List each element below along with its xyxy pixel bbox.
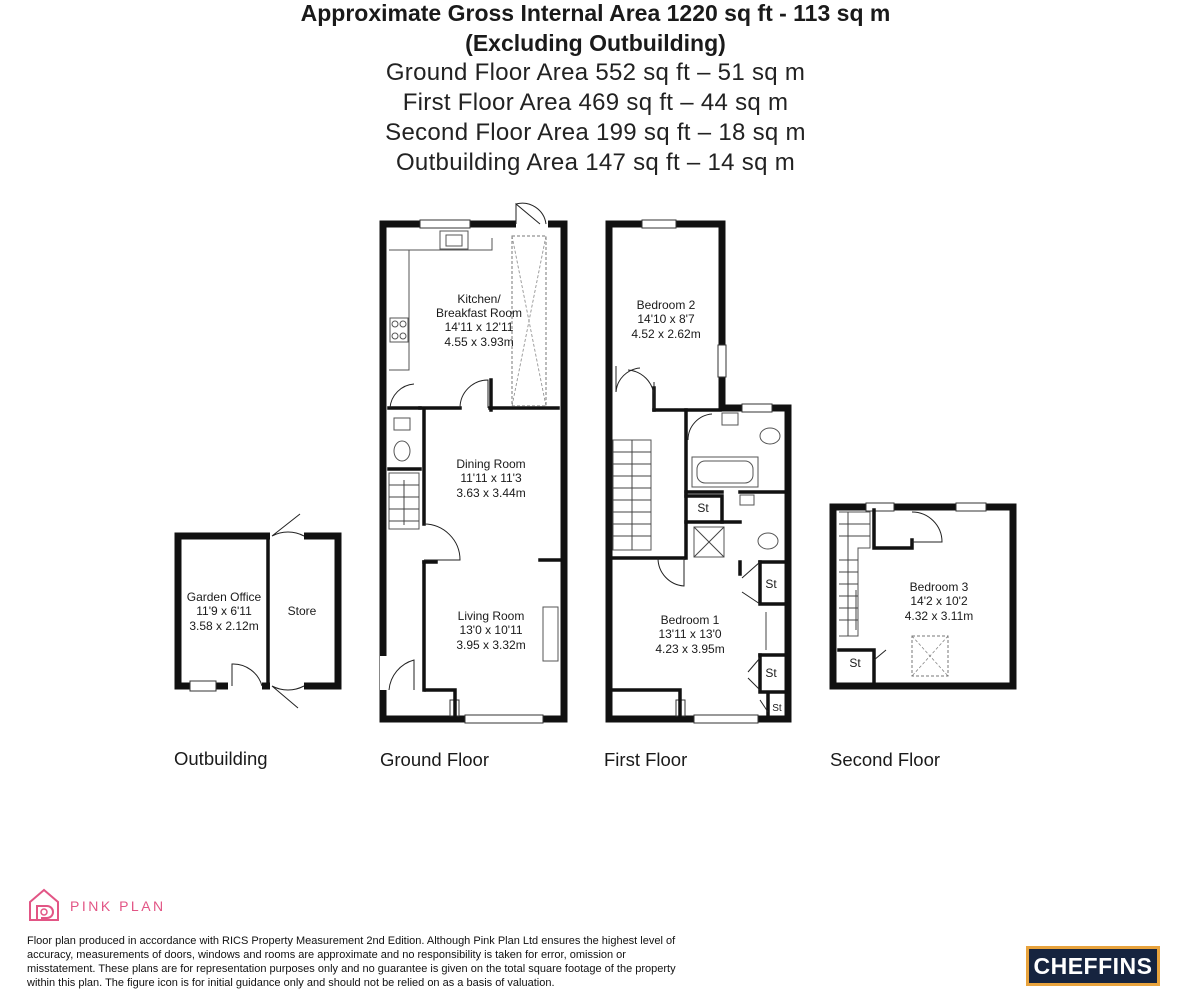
bedroom3-window	[956, 503, 986, 511]
ground-floor-plan	[380, 203, 564, 723]
bedroom3-imperial: 14'2 x 10'2	[910, 594, 968, 608]
bedroom1-imperial: 13'11 x 13'0	[658, 627, 722, 641]
cupboard2-doors	[748, 658, 760, 690]
disclaimer-text: Floor plan produced in accordance with RICS Property Measurement 2nd Edition. Although Pink Plan Ltd ensures the highest level of accuracy, measurements of doors, windows and rooms are approximate and no responsibility is taken for error, omission or misstatement. These plans are for representation purposes only and no guarantee is given on the total square footage of the property within this plan. The figure icon is for initial guidance only and should not be relied on as a basis of valuation.	[27, 935, 676, 989]
bathroom-wall	[686, 410, 722, 492]
gross-area-title: Approximate Gross Internal Area 1220 sq ft - 113 sq m	[300, 0, 891, 26]
second-storage-label: St	[849, 656, 861, 670]
kitchen-name-line1: Kitchen/	[457, 292, 501, 306]
landing-wall	[874, 510, 912, 548]
second-stairs	[839, 512, 870, 636]
wc-toilet	[394, 441, 410, 461]
dining-door-swing	[460, 380, 488, 408]
bedroom3-door-swing	[912, 512, 942, 542]
living-metric: 3.95 x 3.32m	[456, 638, 526, 652]
dining-name: Dining Room	[456, 457, 526, 471]
office-window	[190, 681, 216, 691]
cupboard1-doors	[742, 562, 760, 604]
office-door-opening	[228, 680, 262, 692]
pink-plan-brand: PINK PLAN	[70, 898, 166, 914]
second-floor-caption: Second Floor	[830, 749, 941, 770]
cheffins-logo: CHEFFINS	[1026, 946, 1160, 986]
garden-office-name: Garden Office	[186, 590, 262, 604]
landing-storage-label: St	[697, 501, 709, 515]
first-floor-area: First Floor Area 469 sq ft – 44 sq m	[402, 89, 789, 116]
bath-inner	[697, 461, 753, 483]
kitchen-imperial: 14'11 x 12'11	[444, 320, 514, 334]
bedroom1-window	[694, 715, 758, 723]
second-floor-area: Second Floor Area 199 sq ft – 18 sq m	[385, 119, 806, 146]
ensuite-toilet	[758, 533, 778, 549]
wc-basin	[394, 418, 410, 430]
kitchen-name-line2: Breakfast Room	[435, 306, 523, 320]
bedroom1-door-swing	[658, 558, 684, 586]
fireplace	[543, 607, 558, 661]
wc-door-swing	[390, 384, 414, 408]
kitchen-sink-bowl	[446, 235, 462, 246]
dining-imperial: 11'11 x 11'3	[460, 471, 522, 485]
front-door-opening	[380, 656, 390, 690]
second-floor-plan	[833, 503, 1013, 686]
pink-plan-logo-icon	[28, 888, 60, 922]
bedroom2-door-arc	[616, 366, 640, 392]
storage-label-2: St	[765, 666, 777, 680]
outbuilding-area: Outbuilding Area 147 sq ft – 14 sq m	[395, 149, 796, 176]
bedroom1-name: Bedroom 1	[660, 613, 720, 627]
front-door-swing	[389, 660, 414, 690]
bedroom1-metric: 4.23 x 3.95m	[655, 642, 725, 656]
ensuite-basin	[740, 495, 754, 505]
stair-window	[866, 503, 894, 511]
bedroom2-name: Bedroom 2	[636, 298, 696, 312]
bedroom2-door-swing	[628, 370, 654, 410]
outbuilding-plan	[178, 514, 338, 708]
eaves-door	[874, 650, 886, 660]
bathroom-toilet	[760, 428, 780, 444]
first-floor-plan	[609, 220, 788, 723]
living-name: Living Room	[457, 609, 525, 623]
living-imperial: 13'0 x 10'11	[459, 623, 523, 637]
ground-floor-area: Ground Floor Area 552 sq ft – 51 sq m	[385, 59, 806, 86]
living-window	[465, 715, 543, 723]
excluding-outbuilding-note: (Excluding Outbuilding)	[465, 30, 726, 56]
bedroom2-window	[642, 220, 676, 228]
living-door-swing	[424, 524, 460, 560]
kitchen-back-door-opening	[516, 218, 548, 230]
store-name: Store	[287, 604, 317, 618]
bedroom2-side-window	[718, 345, 726, 377]
first-bay-notch	[612, 690, 680, 716]
bedroom2-imperial: 14'10 x 8'7	[637, 312, 695, 326]
storage-label-1: St	[765, 577, 777, 591]
bathroom-window	[742, 404, 772, 412]
bathroom-door-swing	[688, 414, 712, 440]
garden-office-imperial: 11'9 x 6'11	[196, 604, 252, 618]
bedroom3-name: Bedroom 3	[909, 580, 969, 594]
bathroom-basin	[722, 413, 738, 425]
kitchen-window	[420, 220, 470, 228]
storage-label-3: St	[772, 703, 782, 714]
ground-floor-caption: Ground Floor	[380, 749, 489, 770]
garden-office-metric: 3.58 x 2.12m	[189, 619, 259, 633]
dining-metric: 3.63 x 3.44m	[456, 486, 526, 500]
kitchen-counter-left	[389, 250, 409, 370]
first-floor-caption: First Floor	[604, 749, 688, 770]
bedroom3-metric: 4.32 x 3.11m	[904, 609, 974, 623]
outbuilding-caption: Outbuilding	[174, 748, 268, 769]
bedroom2-metric: 4.52 x 2.62m	[631, 327, 701, 341]
kitchen-metric: 4.55 x 3.93m	[444, 335, 514, 349]
